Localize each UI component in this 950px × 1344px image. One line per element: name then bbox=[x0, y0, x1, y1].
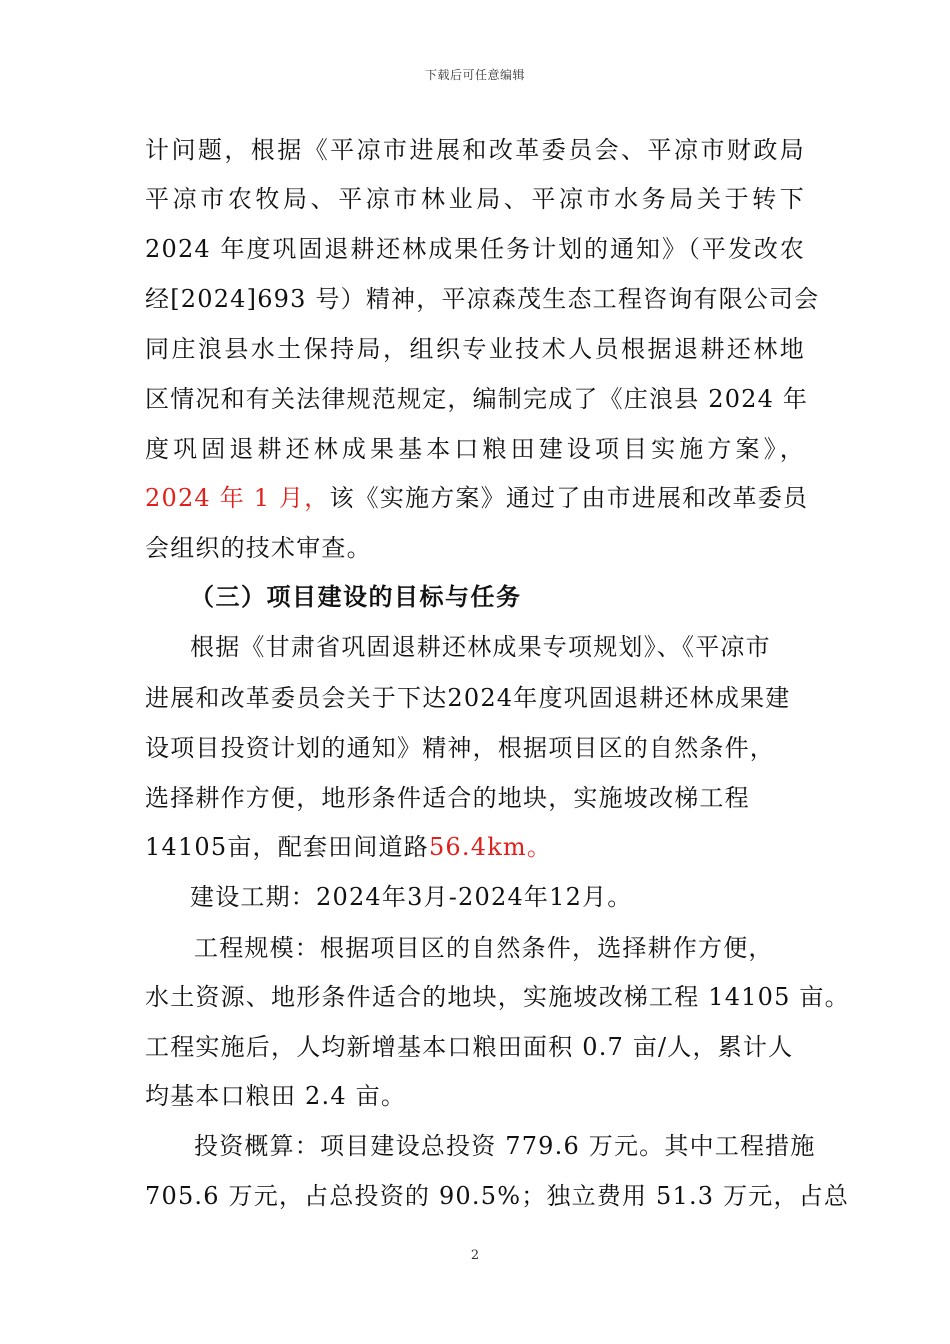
text-line: 区情况和有关法律规范规定，编制完成了《庄浪县 2024 年 bbox=[145, 385, 809, 413]
text-segment: 14105亩，配套田间道路 bbox=[145, 833, 429, 861]
text-line: 选择耕作方便，地形条件适合的地块，实施坡改梯工程 bbox=[145, 784, 750, 812]
text-line bbox=[145, 483, 808, 513]
text-line: 工程实施后，人均新增基本口粮田面积 0.7 亩/人，累计人 bbox=[145, 1033, 794, 1061]
text-line: 会组织的技术审查。 bbox=[145, 534, 372, 562]
text-line: 设项目投资计划的通知》精神，根据项目区的自然条件， bbox=[145, 734, 775, 762]
section-heading: （三）项目建设的目标与任务 bbox=[190, 583, 522, 611]
text-line: 度巩固退耕还林成果基本口粮田建设项目实施方案》， bbox=[145, 435, 805, 463]
text-line: 计问题，根据《平凉市进展和改革委员会、平凉市财政局 bbox=[145, 136, 805, 164]
text-line: 经[2024]693 号）精神，平凉森茂生态工程咨询有限公司会 bbox=[145, 285, 820, 313]
text-line bbox=[145, 832, 552, 862]
text-line: 根据《甘肃省巩固退耕还林成果专项规划》、《平凉市 bbox=[190, 633, 771, 661]
text-line: 投资概算：项目建设总投资 779.6 万元。其中工程措施 bbox=[194, 1132, 816, 1160]
text-line: 水土资源、地形条件适合的地块，实施坡改梯工程 14105 亩。 bbox=[145, 983, 850, 1011]
text-segment: 该《实施方案》通过了由市进展和改革委员 bbox=[329, 484, 809, 512]
text-line: 工程规模：根据项目区的自然条件，选择耕作方便， bbox=[194, 934, 774, 962]
text-line: 同庄浪县水土保持局，组织专业技术人员根据退耕还林地 bbox=[145, 335, 805, 363]
text-line: 均基本口粮田 2.4 亩。 bbox=[145, 1082, 407, 1110]
text-line: 建设工期：2024年3月-2024年12月。 bbox=[190, 883, 633, 911]
text-line: 2024 年度巩固退耕还林成果任务计划的通知》（平发改农 bbox=[145, 235, 805, 263]
text-line: 进展和改革委员会关于下达2024年度巩固退耕还林成果建 bbox=[145, 684, 791, 712]
text-line: 平凉市农牧局、平凉市林业局、平凉市水务局关于转下 bbox=[145, 185, 805, 213]
page-header-note: 下载后可任意编辑 bbox=[424, 68, 525, 82]
text-line: 705.6 万元，占总投资的 90.5%；独立费用 51.3 万元，占总 bbox=[145, 1182, 850, 1210]
page-number: 2 bbox=[470, 1248, 480, 1263]
highlighted-value: 56.4km。 bbox=[428, 833, 553, 861]
highlighted-date: 2024 年 1 月， bbox=[145, 484, 330, 512]
